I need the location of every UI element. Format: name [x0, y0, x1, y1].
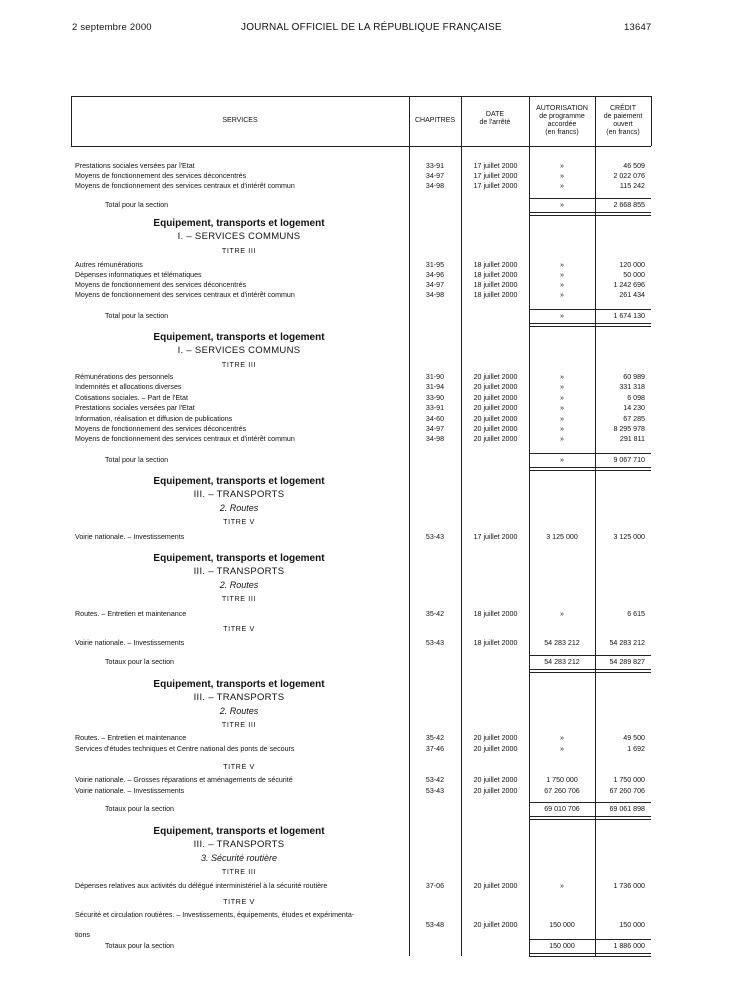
row-chapitre: 31-95	[425, 261, 445, 269]
row-label	[75, 382, 407, 393]
col-head-ap-line: accordée	[547, 121, 577, 128]
row-label-text: Dépenses relatives aux activités du délégué interministériel à la sécurité routière	[75, 882, 328, 890]
col-head-credit	[595, 105, 651, 137]
row-label-text: Information, réalisation et diffusion de publications	[75, 415, 233, 423]
row-label	[75, 733, 407, 744]
row-credit: 54 289 827	[609, 658, 645, 666]
col-head-ap-line: AUTORISATION	[536, 105, 588, 112]
row-autorisation: 69 010 706	[544, 805, 580, 813]
row-label-text: Prestations sociales versées par l'Etat	[75, 404, 195, 412]
row-label	[75, 930, 407, 941]
section-subtitle: III. – TRANSPORTS	[193, 839, 285, 850]
row-label-text: Totaux pour la section	[105, 658, 175, 666]
section-subtitle: I. – SERVICES COMMUNS	[177, 231, 301, 242]
col-head-date	[461, 111, 529, 127]
titre-label: TITRE III	[221, 360, 257, 369]
row-autorisation: »	[560, 745, 564, 753]
total-row	[71, 200, 651, 211]
row-chapitre: 34-97	[425, 281, 445, 289]
row-autorisation: »	[560, 734, 564, 742]
row-credit: 3 125 000	[613, 533, 645, 541]
titre-label: TITRE V	[223, 624, 255, 633]
row-credit: 6 615	[627, 610, 645, 618]
row-label-text: Moyens de fonctionnement des services déconcentrés	[75, 425, 247, 433]
row-date: 20 juillet 2000	[473, 415, 518, 423]
row-label-text: Voirie nationale. – Grosses réparations et aménagements de sécurité	[75, 776, 293, 784]
section-chapter: 2. Routes	[219, 503, 259, 513]
row-autorisation: »	[560, 261, 564, 269]
section-subtitle: III. – TRANSPORTS	[193, 566, 285, 577]
row-autorisation: »	[560, 394, 564, 402]
table-row	[71, 290, 651, 301]
row-date: 17 juillet 2000	[473, 172, 518, 180]
row-label-text: Routes. – Entretien et maintenance	[75, 734, 187, 742]
row-date: 17 juillet 2000	[473, 533, 518, 541]
row-date: 18 juillet 2000	[473, 261, 518, 269]
row-credit: 2 668 855	[613, 201, 645, 209]
row-label	[75, 532, 407, 543]
row-credit: 67 285	[623, 415, 645, 423]
row-credit: 331 318	[619, 383, 645, 391]
row-label	[75, 786, 407, 797]
row-credit: 291 811	[619, 435, 645, 443]
row-date: 20 juillet 2000	[473, 787, 518, 795]
row-credit: 150 000	[619, 921, 645, 929]
row-chapitre: 34-98	[425, 435, 445, 443]
row-autorisation: »	[560, 312, 564, 320]
col-head-date-line: de l'arrêté	[479, 119, 511, 126]
row-label	[105, 657, 407, 668]
row-chapitre: 53-42	[425, 776, 445, 784]
table-row	[71, 181, 651, 192]
row-autorisation: »	[560, 291, 564, 299]
section-title: Equipement, transports et logement	[153, 826, 325, 837]
page-date: 2 septembre 2000	[72, 22, 152, 33]
col-head-date-line: DATE	[485, 111, 505, 118]
col-rule-date	[461, 96, 462, 956]
table-row	[71, 910, 651, 929]
section-chapter: 3. Sécurité routière	[200, 853, 278, 863]
col-rule-autorisation	[529, 96, 530, 956]
row-label-text: Moyens de fonctionnement des services déconcentrés	[75, 281, 247, 289]
table-row-continuation	[71, 930, 407, 941]
table-right-border	[651, 96, 652, 146]
row-label	[75, 434, 407, 445]
row-credit: 2 022 076	[613, 172, 645, 180]
row-label	[75, 744, 407, 755]
row-date: 18 juillet 2000	[473, 610, 518, 618]
row-date: 20 juillet 2000	[473, 745, 518, 753]
total-rule	[529, 309, 651, 310]
col-rule-credit	[595, 96, 596, 956]
row-chapitre: 34-96	[425, 271, 445, 279]
row-credit: 9 067 710	[613, 456, 645, 464]
row-label-text: Services d'études techniques et Centre national des ponts de secours	[75, 745, 295, 753]
total-double-rule	[529, 323, 651, 327]
total-double-rule	[529, 212, 651, 216]
row-label-text: Voirie nationale. – Investissements	[75, 639, 185, 647]
row-chapitre: 34-98	[425, 291, 445, 299]
row-autorisation: »	[560, 425, 564, 433]
row-chapitre: 53-43	[425, 639, 445, 647]
row-date: 20 juillet 2000	[473, 921, 518, 929]
row-autorisation: 54 283 212	[544, 639, 580, 647]
table-row	[71, 744, 651, 755]
row-autorisation: »	[560, 882, 564, 890]
col-head-chapitres: CHAPITRES	[414, 117, 456, 124]
row-date: 20 juillet 2000	[473, 734, 518, 742]
row-autorisation: »	[560, 201, 564, 209]
row-autorisation: 54 283 212	[544, 658, 580, 666]
row-label-text: Dépenses informatiques et télématiques	[75, 271, 202, 279]
row-autorisation: 150 000	[549, 942, 575, 950]
row-label	[75, 881, 407, 892]
row-credit: 60 989	[623, 373, 645, 381]
row-credit: 1 242 696	[613, 281, 645, 289]
row-label-text: Rémunérations des personnels	[75, 373, 174, 381]
row-label	[75, 290, 407, 301]
table-header-rule	[71, 146, 651, 147]
row-autorisation: »	[560, 435, 564, 443]
row-credit: 69 061 898	[609, 805, 645, 813]
row-label-text: Total pour la section	[105, 456, 169, 464]
total-rule	[529, 802, 651, 803]
row-date: 20 juillet 2000	[473, 383, 518, 391]
row-label-text: Voirie nationale. – Investissements	[75, 533, 185, 541]
row-autorisation: »	[560, 172, 564, 180]
row-label-text: Total pour la section	[105, 201, 169, 209]
col-head-cr-line: ouvert	[613, 121, 633, 128]
total-row	[71, 311, 651, 322]
row-credit: 1 886 000	[613, 942, 645, 950]
row-chapitre: 53-48	[425, 921, 445, 929]
page-number: 13647	[624, 22, 652, 33]
titre-label: TITRE III	[221, 867, 257, 876]
titre-label: TITRE V	[223, 517, 255, 526]
row-date: 18 juillet 2000	[473, 291, 518, 299]
col-head-cr-line: de paiement	[603, 113, 643, 120]
row-label-text: Prestations sociales versées par l'Etat	[75, 162, 195, 170]
total-double-rule	[529, 467, 651, 471]
row-date: 20 juillet 2000	[473, 425, 518, 433]
row-autorisation: »	[560, 610, 564, 618]
row-chapitre: 33-91	[425, 162, 445, 170]
total-rule	[529, 453, 651, 454]
row-label	[75, 181, 407, 192]
row-date: 20 juillet 2000	[473, 373, 518, 381]
row-label-text: Indemnités et allocations diverses	[75, 383, 182, 391]
col-head-cr-line: (en francs)	[606, 129, 640, 136]
row-label	[105, 804, 407, 815]
row-label	[75, 403, 407, 414]
table-row	[71, 382, 651, 393]
row-autorisation: »	[560, 415, 564, 423]
table-row	[71, 532, 651, 543]
row-autorisation: »	[560, 162, 564, 170]
titre-label: TITRE V	[223, 762, 255, 771]
total-row	[71, 941, 651, 952]
row-date: 20 juillet 2000	[473, 394, 518, 402]
row-chapitre: 34-60	[425, 415, 445, 423]
section-title: Equipement, transports et logement	[153, 218, 325, 229]
row-label-text: Moyens de fonctionnement des services centraux et d'intérêt commun	[75, 182, 295, 190]
section-title: Equipement, transports et logement	[153, 332, 325, 343]
row-credit: 261 434	[619, 291, 645, 299]
row-chapitre: 37-46	[425, 745, 445, 753]
section-title: Equipement, transports et logement	[153, 679, 325, 690]
budget-table	[71, 96, 651, 956]
row-chapitre: 34-98	[425, 182, 445, 190]
total-rule	[529, 655, 651, 656]
row-credit: 54 283 212	[609, 639, 645, 647]
row-label	[75, 910, 407, 921]
table-row	[71, 733, 651, 744]
row-date: 18 juillet 2000	[473, 639, 518, 647]
row-chapitre: 34-97	[425, 172, 445, 180]
row-label-text: Moyens de fonctionnement des services centraux et d'intérêt commun	[75, 435, 295, 443]
row-credit: 8 295 978	[613, 425, 645, 433]
row-credit: 67 260 706	[609, 787, 645, 795]
section-chapter: 2. Routes	[219, 706, 259, 716]
row-label-text: Totaux pour la section	[105, 942, 175, 950]
col-head-cr-line: CRÉDIT	[609, 105, 637, 112]
total-row	[71, 455, 651, 466]
titre-label: TITRE V	[223, 897, 255, 906]
total-rule	[529, 198, 651, 199]
row-autorisation: 3 125 000	[546, 533, 578, 541]
row-autorisation: »	[560, 456, 564, 464]
section-title: Equipement, transports et logement	[153, 553, 325, 564]
journal-title: JOURNAL OFFICIEL DE LA RÉPUBLIQUE FRANÇAISE	[241, 22, 502, 33]
row-label-text: Cotisations sociales. – Part de l'Etat	[75, 394, 188, 402]
row-autorisation: »	[560, 182, 564, 190]
row-credit: 1 692	[627, 745, 645, 753]
table-row	[71, 775, 651, 786]
total-double-rule	[529, 953, 651, 957]
row-label-text: Moyens de fonctionnement des services centraux et d'intérêt commun	[75, 291, 295, 299]
row-autorisation: »	[560, 373, 564, 381]
titre-label: TITRE III	[221, 246, 257, 255]
row-label	[75, 775, 407, 786]
section-chapter: 2. Routes	[219, 580, 259, 590]
row-label	[105, 200, 407, 211]
row-label-text: Autres rémunérations	[75, 261, 143, 269]
row-credit: 6 098	[627, 394, 645, 402]
row-chapitre: 33-90	[425, 394, 445, 402]
col-head-services: SERVICES	[222, 117, 258, 124]
section-subtitle: I. – SERVICES COMMUNS	[177, 345, 301, 356]
col-head-autorisation	[529, 105, 595, 137]
row-credit: 1 736 000	[613, 882, 645, 890]
col-rule-chapitres	[409, 96, 410, 956]
total-double-rule	[529, 816, 651, 820]
row-label-text: Sécurité et circulation routières. – Investissements, équipements, études et expérimenta-	[75, 911, 355, 919]
row-label-text: Totaux pour la section	[105, 805, 175, 813]
row-date: 18 juillet 2000	[473, 271, 518, 279]
row-autorisation: 67 260 706	[544, 787, 580, 795]
row-date: 17 juillet 2000	[473, 162, 518, 170]
col-head-ap-line: (en francs)	[545, 129, 579, 136]
row-autorisation: »	[560, 404, 564, 412]
row-autorisation: »	[560, 281, 564, 289]
row-date: 20 juillet 2000	[473, 435, 518, 443]
table-row	[71, 434, 651, 445]
row-label-text: Total pour la section	[105, 312, 169, 320]
total-rule	[529, 939, 651, 940]
row-credit: 120 000	[619, 261, 645, 269]
row-chapitre: 35-42	[425, 734, 445, 742]
row-date: 20 juillet 2000	[473, 776, 518, 784]
row-label	[105, 311, 407, 322]
total-row	[71, 804, 651, 815]
row-credit: 49 500	[623, 734, 645, 742]
row-credit: 50 000	[623, 271, 645, 279]
row-chapitre: 53-43	[425, 533, 445, 541]
row-autorisation: »	[560, 271, 564, 279]
total-double-rule	[529, 669, 651, 673]
row-chapitre: 35-42	[425, 610, 445, 618]
row-credit: 1 674 130	[613, 312, 645, 320]
section-subtitle: III. – TRANSPORTS	[193, 692, 285, 703]
table-row	[71, 786, 651, 797]
titre-label: TITRE III	[221, 594, 257, 603]
row-chapitre: 31-90	[425, 373, 445, 381]
col-head-ap-line: de programme	[539, 113, 585, 120]
row-label	[105, 455, 407, 466]
row-chapitre: 53-43	[425, 787, 445, 795]
table-row	[71, 403, 651, 414]
row-label-text: Voirie nationale. – Investissements	[75, 787, 185, 795]
row-date: 20 juillet 2000	[473, 882, 518, 890]
row-chapitre: 33-91	[425, 404, 445, 412]
section-subtitle: III. – TRANSPORTS	[193, 489, 285, 500]
row-label	[105, 941, 407, 952]
total-row	[71, 657, 651, 668]
row-chapitre: 31-94	[425, 383, 445, 391]
row-label	[75, 638, 407, 649]
row-label-text: Routes. – Entretien et maintenance	[75, 610, 187, 618]
row-date: 18 juillet 2000	[473, 281, 518, 289]
row-chapitre: 37-06	[425, 882, 445, 890]
row-credit: 14 230	[623, 404, 645, 412]
table-row	[71, 609, 651, 620]
titre-label: TITRE III	[221, 720, 257, 729]
row-label-text: tions	[75, 931, 90, 939]
table-top-border	[71, 96, 651, 97]
row-date: 20 juillet 2000	[473, 404, 518, 412]
row-label-text: Moyens de fonctionnement des services déconcentrés	[75, 172, 247, 180]
table-row	[71, 881, 651, 892]
section-title: Equipement, transports et logement	[153, 476, 325, 487]
row-label	[75, 609, 407, 620]
row-credit: 1 750 000	[613, 776, 645, 784]
row-autorisation: 150 000	[549, 921, 575, 929]
row-credit: 46 509	[623, 162, 645, 170]
row-credit: 115 242	[619, 182, 645, 190]
row-autorisation: 1 750 000	[546, 776, 578, 784]
table-row	[71, 638, 651, 649]
row-chapitre: 34-97	[425, 425, 445, 433]
row-autorisation: »	[560, 383, 564, 391]
row-date: 17 juillet 2000	[473, 182, 518, 190]
